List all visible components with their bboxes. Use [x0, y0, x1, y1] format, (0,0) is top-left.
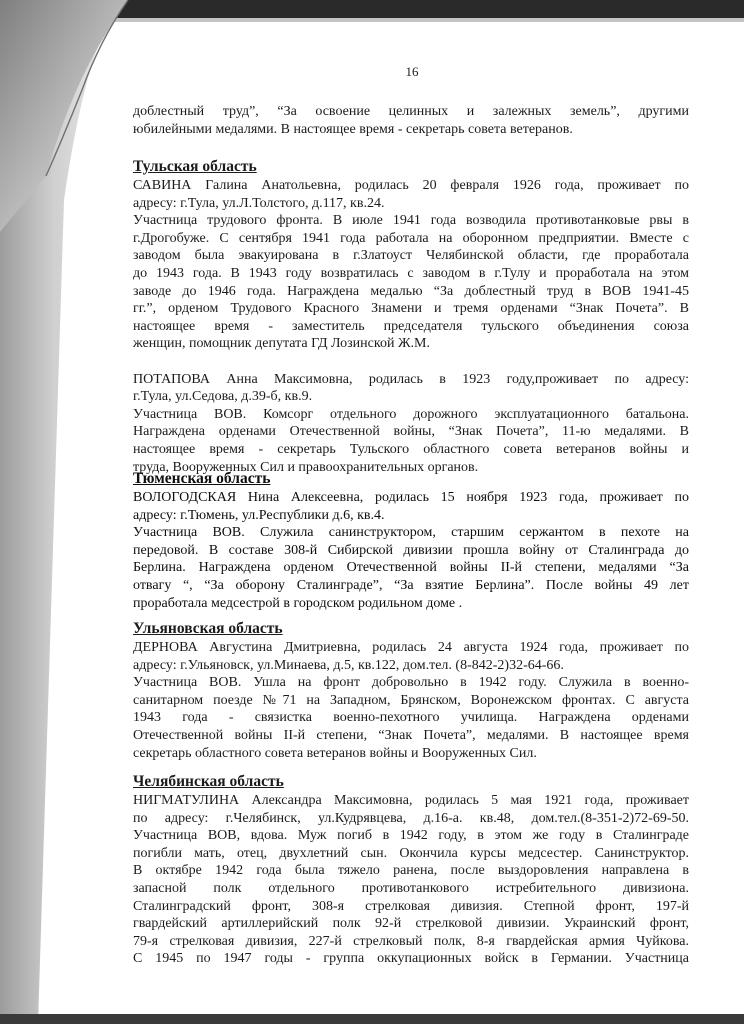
intro-paragraph: [133, 103, 689, 138]
text-line: Участница ВОВ. Комсорг отдельного дорожного эксплуатационного батальона.: [133, 406, 689, 422]
entry-savina: [133, 177, 689, 353]
text-line: Участница ВОВ. Служила санинструктором, старшим сержантом в пехоте на: [133, 525, 689, 541]
text-line: заводом была эвакуирована в г.Златоуст Челябинской области, где проработала: [133, 248, 689, 264]
section-tyumen: [133, 469, 689, 612]
text-line: секретарь областного совета ветеранов войны и Вооруженных Сил.: [133, 745, 537, 761]
text-line: адресу: г.Ульяновск, ул.Минаева, д.5, кв.122, дом.тел. (8-842-2)32-64-66.: [133, 657, 564, 673]
page-number: 16: [405, 64, 419, 79]
text-line: санитарном поезде №71 на Западном, Брянском, Воронежском фронтах. С августа: [133, 692, 689, 708]
text-line: проработала медсестрой в городском родильном доме .: [133, 595, 463, 611]
text-line: ПОТАПОВА Анна Максимовна, родилась в 1923 году,проживает по адресу:: [133, 371, 689, 387]
text-line: Отечественной войны II-й степени, “Знак Почета”, медалями. В настоящее время: [133, 727, 689, 743]
text-line: Берлина. Награждена орденом Отечественной войны II-й степени, медалями “За: [133, 560, 689, 576]
text-line: женщин, помощник депутата ГД Лозинской Ж.М.: [133, 336, 430, 352]
text-line: Участница ВОВ. Ушла на фронт добровольно в 1942 году. Служила в военно-: [133, 675, 689, 691]
text-line: настоящее время - заместитель председателя тульского объединения союза: [133, 318, 689, 334]
text-line: адресу: г.Тюмень, ул.Республики д.6, кв.4.: [133, 507, 385, 523]
section-heading: Челябинская область: [133, 773, 284, 790]
text-line: гвардейский артиллерийский полк 92-й стрелковой дивизии. Украинский фронт,: [133, 916, 689, 932]
text-line: до 1943 года. В 1943 году возвратилась с заводом в г.Тулу и проработала на этом: [133, 265, 689, 281]
text-line: САВИНА Галина Анатольевна, родилась 20 февраля 1926 года, проживает по: [133, 178, 689, 193]
text-line: НИГМАТУЛИНА Александра Максимовна, родилась 5 мая 1921 года, проживает: [133, 793, 689, 808]
text-line: С 1945 по 1947 годы - группа оккупационных войск в Германии. Участница: [133, 951, 689, 967]
text-line: г.Дрогобуже. С сентября 1941 года работала на оборонном предприятии. Вместе с: [133, 230, 689, 246]
text-line: Участница трудового фронта. В июле 1941 года возводила противотанковые рвы в: [133, 213, 689, 229]
text-line: погибли мать, отец, двухлетний сын. Окончила курсы медсестер. Санинструктор.: [133, 845, 689, 861]
text-line: ДЕРНОВА Августина Дмитриевна, родилась 24 августа 1924 года, проживает по: [133, 640, 689, 655]
text-line: г.Тула, ул.Седова, д.39-б, кв.9.: [133, 389, 313, 405]
text-line: гг.”, орденом Трудового Красного Знамени и тремя орденами “Знак Почета”. В: [133, 301, 689, 317]
section-heading: Тюменская область: [133, 470, 271, 487]
section-heading: Ульяновская область: [133, 620, 283, 637]
text-line: Участница ВОВ, вдова. Муж погиб в 1942 году, в этом же году в Сталинграде: [133, 828, 689, 844]
text-line: передовой. В составе 308-й Сибирской дивизии прошла войну от Сталинграда до: [133, 542, 689, 558]
text-line: доблестный труд”, “За освоение целинных и залежных земель”, другими: [133, 104, 689, 119]
text-line: запасной полк отдельного противотанкового истребительного дивизиона.: [133, 880, 689, 896]
section-ulyanovsk: [133, 619, 689, 762]
text-line: адресу: г.Тула, ул.Л.Толстого, д.117, кв.24.: [133, 195, 385, 211]
entry-potapova: [133, 371, 689, 477]
text-line: ВОЛОГОДСКАЯ Нина Алексеевна, родилась 15 ноября 1923 года, проживает по: [133, 490, 689, 505]
section-tula: [133, 157, 689, 476]
text-line: Сталинградский фронт, 308-я стрелковая дивизия. Степной фронт, 197-й: [133, 898, 689, 914]
text-line: юбилейными медалями. В настоящее время - секретарь совета ветеранов.: [133, 121, 573, 137]
section-chelyabinsk: [133, 772, 689, 968]
text-line: труда, Вооруженных Сил и правоохранительных органов.: [133, 459, 479, 475]
text-line: по адресу: г.Челябинск, ул.Кудрявцева, д.16-а. кв.48, дом.тел.(8-351-2)72-69-50.: [133, 810, 689, 826]
text-line: 79-я стрелковая дивизия, 227-й стрелковый полк, 8-я гвардейская армия Чуйкова.: [133, 933, 689, 949]
text-line: Награждена орденами Отечественной войны, “Знак Почета”, 11-ю медалями. В: [133, 424, 689, 440]
text-line: 1943 года - связистка военно-пехотного училища. Награждена орденами: [133, 710, 689, 726]
text-line: отвагу “, “За оборону Сталинграде”, “За взятие Берлина”. После войны 49 лет: [133, 577, 689, 593]
text-line: настоящее время - секретарь Тульского областного совета ветеранов войны и: [133, 441, 689, 457]
section-heading: Тульская область: [133, 158, 257, 175]
paragraph-gap: [133, 353, 689, 371]
text-line: заводе до 1946 года. Награждена медалью “За доблестный труд в ВОВ 1941-45: [133, 283, 689, 299]
text-line: В октябре 1942 года была тяжело ранена, после выздоровления направлена в: [133, 863, 689, 879]
